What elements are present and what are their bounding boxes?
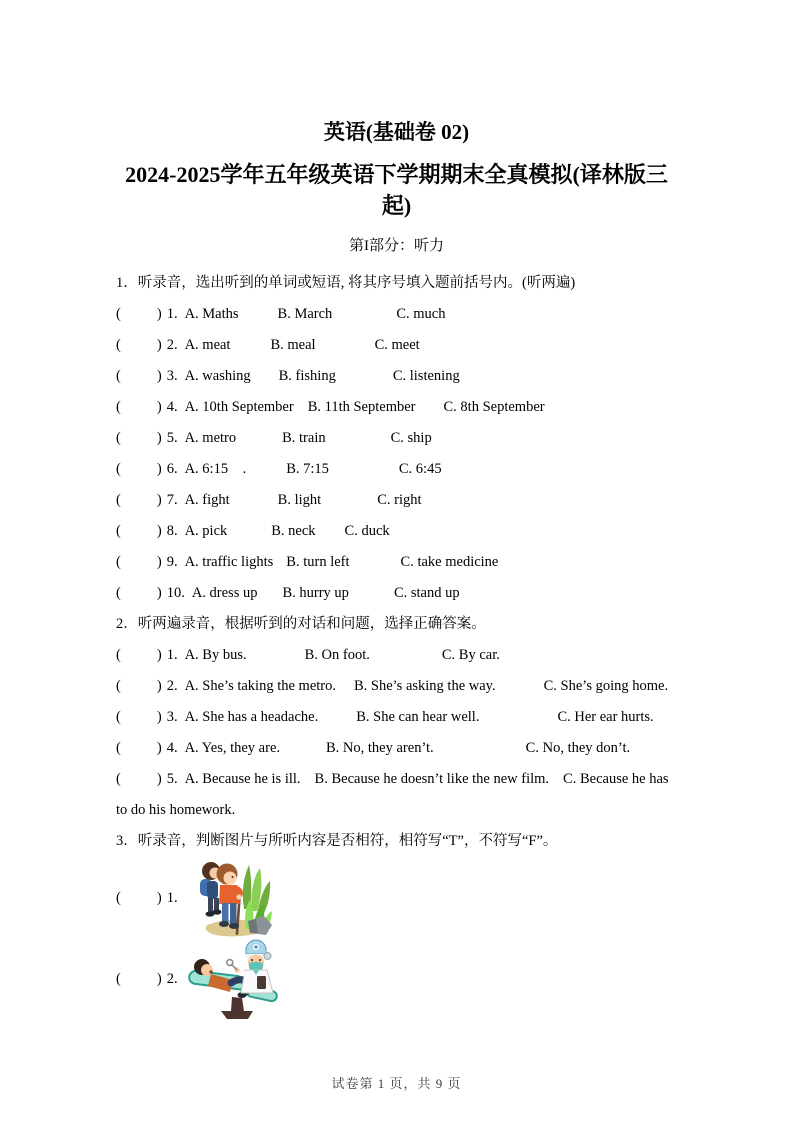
option-gap bbox=[236, 441, 282, 442]
option-gap bbox=[316, 348, 375, 349]
option-a: A. meat bbox=[184, 337, 231, 353]
question-number: 10. bbox=[166, 585, 185, 601]
bracket-close: ) bbox=[156, 709, 162, 725]
option-gap bbox=[301, 782, 315, 783]
option-a: A. She’s taking the metro. bbox=[184, 678, 336, 694]
bracket-open: ( bbox=[116, 709, 121, 725]
bracket-close: ) bbox=[156, 523, 162, 539]
option-a: A. Maths bbox=[184, 306, 239, 322]
option-c: C. She’s going home. bbox=[543, 678, 669, 694]
option-gap bbox=[350, 565, 401, 566]
answer-bracket bbox=[116, 492, 162, 508]
option-c: C. 8th September bbox=[443, 399, 545, 415]
option-gap bbox=[336, 379, 393, 380]
option-gap bbox=[321, 503, 377, 504]
bracket-open: ( bbox=[116, 492, 121, 508]
option-gap bbox=[294, 410, 308, 411]
option-gap bbox=[230, 503, 278, 504]
option-b: B. neck bbox=[271, 523, 316, 539]
option-b: B. She’s asking the way. bbox=[353, 678, 496, 694]
option-gap bbox=[336, 689, 354, 690]
question-number: 8. bbox=[166, 523, 178, 539]
option-b: B. 11th September bbox=[307, 399, 416, 415]
option-gap bbox=[326, 441, 391, 442]
option-gap bbox=[496, 689, 544, 690]
bracket-close: ) bbox=[156, 585, 162, 601]
option-gap bbox=[247, 658, 305, 659]
question-number: 2. bbox=[166, 970, 178, 987]
bracket-close: ) bbox=[156, 399, 162, 415]
option-a: A. By bus. bbox=[184, 647, 247, 663]
option-gap bbox=[318, 720, 356, 721]
option-gap bbox=[230, 348, 270, 349]
option-gap bbox=[257, 596, 282, 597]
answer-bracket bbox=[116, 678, 162, 694]
question-row bbox=[116, 485, 677, 516]
bracket-open: ( bbox=[116, 337, 121, 353]
bracket-open: ( bbox=[116, 430, 121, 446]
question-row bbox=[116, 764, 677, 826]
section3-item-1 bbox=[116, 859, 677, 937]
answer-bracket bbox=[116, 461, 162, 477]
bracket-open: ( bbox=[116, 970, 121, 987]
bracket-open: ( bbox=[116, 771, 121, 787]
bracket-open: ( bbox=[116, 399, 121, 415]
option-b: B. light bbox=[277, 492, 322, 508]
question-row bbox=[116, 547, 677, 578]
question-number: 4. bbox=[166, 740, 178, 756]
question-number: 4. bbox=[166, 399, 178, 415]
option-c: C. No, they don’t. bbox=[525, 740, 631, 756]
question-row bbox=[116, 733, 677, 764]
bracket-close: ) bbox=[156, 889, 162, 906]
option-a: A. Because he is ill. bbox=[184, 771, 301, 787]
option-c: C. By car. bbox=[441, 647, 500, 663]
answer-bracket bbox=[116, 740, 162, 756]
answer-bracket bbox=[116, 964, 162, 995]
bracket-close: ) bbox=[156, 740, 162, 756]
answer-bracket bbox=[116, 554, 162, 570]
question-number: 3. bbox=[166, 368, 178, 384]
question-row bbox=[116, 299, 677, 330]
answer-bracket bbox=[116, 585, 162, 601]
option-gap bbox=[227, 534, 271, 535]
option-a: A. 10th September bbox=[184, 399, 294, 415]
section2-question-list bbox=[116, 640, 677, 826]
option-b: B. March bbox=[277, 306, 333, 322]
option-c: C. Her ear hurts. bbox=[557, 709, 654, 725]
bracket-close: ) bbox=[156, 461, 162, 477]
question-number: 3. bbox=[166, 709, 178, 725]
bracket-close: ) bbox=[156, 647, 162, 663]
option-b: B. Because he doesn’t like the new film. bbox=[314, 771, 550, 787]
question-number: 1. bbox=[166, 889, 178, 906]
option-a: A. pick bbox=[184, 523, 228, 539]
page-footer: 试卷第 1 页，共 9 页 bbox=[331, 1076, 462, 1091]
option-gap bbox=[273, 565, 286, 566]
option-a: A. She has a headache. bbox=[184, 709, 319, 725]
option-c: C. meet bbox=[374, 337, 420, 353]
answer-bracket bbox=[116, 647, 162, 663]
question-row bbox=[116, 423, 677, 454]
section3-item-2 bbox=[116, 937, 677, 1021]
option-gap bbox=[280, 751, 326, 752]
bracket-open: ( bbox=[116, 306, 121, 322]
option-c: C. ship bbox=[390, 430, 432, 446]
question-number: 5. bbox=[166, 771, 178, 787]
part-heading: 第I部分：听力 bbox=[349, 238, 444, 254]
question-row bbox=[116, 330, 677, 361]
option-a: A. 6:15 . bbox=[184, 461, 247, 477]
option-b: B. turn left bbox=[286, 554, 350, 570]
option-a: A. washing bbox=[184, 368, 251, 384]
option-c: C. duck bbox=[344, 523, 390, 539]
option-c: C. stand up bbox=[393, 585, 460, 601]
bracket-open: ( bbox=[116, 554, 121, 570]
answer-bracket bbox=[116, 368, 162, 384]
question-row bbox=[116, 454, 677, 485]
section1-prompt: 1．听录音，选出听到的单词或短语, 将其序号填入题前括号内。(听两遍) bbox=[116, 275, 576, 291]
option-gap bbox=[349, 596, 394, 597]
bracket-open: ( bbox=[116, 523, 121, 539]
option-c: C. 6:45 bbox=[398, 461, 442, 477]
answer-bracket bbox=[116, 883, 162, 914]
option-a: A. traffic lights bbox=[184, 554, 274, 570]
bracket-open: ( bbox=[116, 678, 121, 694]
option-gap bbox=[251, 379, 279, 380]
question-number: 9. bbox=[166, 554, 178, 570]
answer-bracket bbox=[116, 430, 162, 446]
option-gap bbox=[239, 317, 278, 318]
bracket-open: ( bbox=[116, 461, 121, 477]
option-gap bbox=[332, 317, 396, 318]
question-number: 6. bbox=[166, 461, 178, 477]
question-row bbox=[116, 640, 677, 671]
answer-bracket bbox=[116, 306, 162, 322]
answer-bracket bbox=[116, 523, 162, 539]
bracket-close: ) bbox=[156, 970, 162, 987]
option-gap bbox=[479, 720, 557, 721]
option-a: A. dress up bbox=[191, 585, 258, 601]
bracket-close: ) bbox=[156, 678, 162, 694]
option-c: C. much bbox=[396, 306, 446, 322]
section3-prompt: 3．听录音，判断图片与所听内容是否相符，相符写“T”，不符写“F”。 bbox=[116, 833, 558, 849]
question-row bbox=[116, 578, 677, 609]
question-row bbox=[116, 361, 677, 392]
option-b: B. meal bbox=[270, 337, 316, 353]
bracket-close: ) bbox=[156, 306, 162, 322]
option-b: B. 7:15 bbox=[286, 461, 329, 477]
section2-prompt: 2．听两遍录音，根据听到的对话和问题，选择正确答案。 bbox=[116, 616, 486, 632]
question-number: 1. bbox=[166, 306, 178, 322]
answer-bracket bbox=[116, 337, 162, 353]
dentist-examining-patient-illustration bbox=[187, 937, 279, 1021]
option-c: C. Because he has to do his homework. bbox=[116, 771, 669, 818]
bracket-open: ( bbox=[116, 647, 121, 663]
option-gap bbox=[434, 751, 526, 752]
option-a: A. metro bbox=[184, 430, 237, 446]
option-c: C. listening bbox=[392, 368, 460, 384]
bracket-close: ) bbox=[156, 771, 162, 787]
question-number: 1. bbox=[166, 647, 178, 663]
option-b: B. train bbox=[282, 430, 326, 446]
option-gap bbox=[549, 782, 563, 783]
option-gap bbox=[316, 534, 345, 535]
question-row bbox=[116, 671, 677, 702]
option-b: B. No, they aren’t. bbox=[326, 740, 434, 756]
children-hiking-illustration bbox=[187, 859, 273, 937]
question-row bbox=[116, 392, 677, 423]
option-gap bbox=[246, 472, 286, 473]
option-c: C. take medicine bbox=[400, 554, 499, 570]
option-b: B. fishing bbox=[278, 368, 336, 384]
question-row bbox=[116, 702, 677, 733]
bracket-open: ( bbox=[116, 740, 121, 756]
bracket-close: ) bbox=[156, 492, 162, 508]
option-b: B. On foot. bbox=[304, 647, 370, 663]
option-b: B. hurry up bbox=[282, 585, 349, 601]
bracket-close: ) bbox=[156, 337, 162, 353]
question-number: 7. bbox=[166, 492, 178, 508]
bracket-open: ( bbox=[116, 585, 121, 601]
bracket-close: ) bbox=[156, 554, 162, 570]
bracket-open: ( bbox=[116, 889, 121, 906]
bracket-open: ( bbox=[116, 368, 121, 384]
option-gap bbox=[329, 472, 399, 473]
answer-bracket bbox=[116, 709, 162, 725]
option-a: A. fight bbox=[184, 492, 230, 508]
option-b: B. She can hear well. bbox=[356, 709, 480, 725]
exam-subtitle: 2024-2025学年五年级英语下学期期末全真模拟(译林版三起) bbox=[125, 162, 668, 218]
exam-title: 英语(基础卷 02) bbox=[323, 120, 470, 144]
option-gap bbox=[370, 658, 442, 659]
option-gap bbox=[416, 410, 444, 411]
answer-bracket bbox=[116, 399, 162, 415]
question-number: 5. bbox=[166, 430, 178, 446]
section1-question-list bbox=[116, 299, 677, 609]
option-a: A. Yes, they are. bbox=[184, 740, 281, 756]
question-row bbox=[116, 516, 677, 547]
answer-bracket bbox=[116, 771, 162, 787]
bracket-close: ) bbox=[156, 430, 162, 446]
option-c: C. right bbox=[377, 492, 422, 508]
question-number: 2. bbox=[166, 337, 178, 353]
bracket-close: ) bbox=[156, 368, 162, 384]
question-number: 2. bbox=[166, 678, 178, 694]
